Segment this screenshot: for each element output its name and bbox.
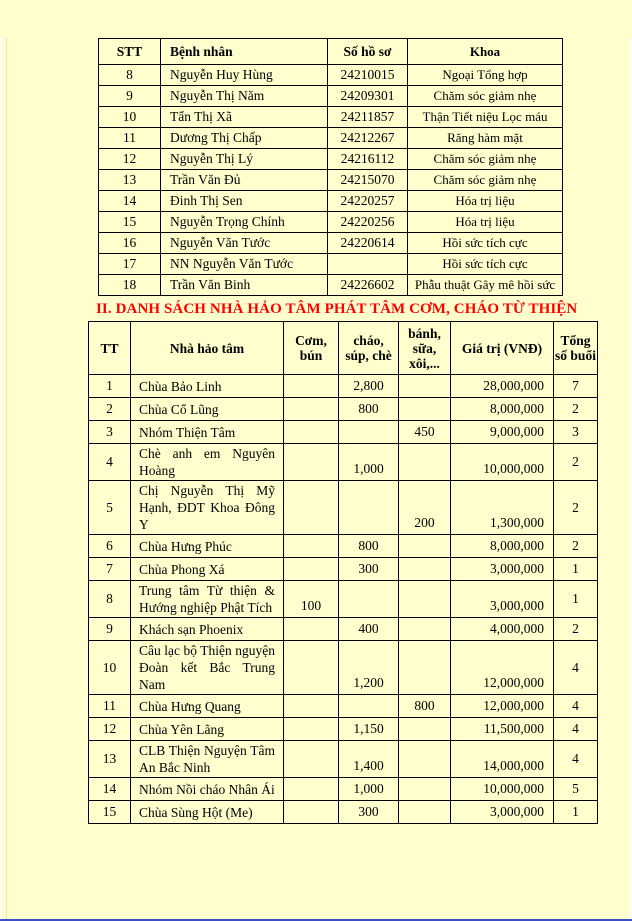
donor-banh-sua-xoi [399,778,451,801]
patient-name: Nguyễn Thị Lý [161,149,328,170]
patient-name: NN Nguyễn Văn Tước [161,254,328,275]
donor-banh-sua-xoi: 200 [399,481,451,535]
patient-department: Thận Tiết niệu Lọc máu [408,107,563,128]
patient-name: Tẩn Thị Xã [161,107,328,128]
donor-com-bun [284,535,339,558]
patient-stt: 9 [99,86,161,107]
col-header-com-bun: Cơm, bún [284,322,339,375]
donor-chao-sup-che [339,421,399,444]
donor-chao-sup-che: 1,400 [339,741,399,778]
donor-chao-sup-che: 1,150 [339,718,399,741]
donor-chao-sup-che: 800 [339,535,399,558]
donor-chao-sup-che [339,695,399,718]
donors-header-row [89,322,598,375]
donor-banh-sua-xoi [399,618,451,641]
col-header-gia-tri: Giá trị (VNĐ) [451,322,554,375]
donor-name: Trung tâm Từ thiện & Hướng nghiệp Phật Tích [131,581,284,618]
donor-banh-sua-xoi [399,444,451,481]
donor-chao-sup-che: 800 [339,398,399,421]
donor-com-bun [284,375,339,398]
donor-tong-so-buoi: 1 [554,558,598,581]
donor-name: Chùa Cổ Lũng [131,398,284,421]
donor-name: Câu lạc bộ Thiện nguyện Đoàn kết Bắc Trung Nam [131,641,284,695]
donor-tt: 9 [89,618,131,641]
donor-banh-sua-xoi [399,375,451,398]
page-left-edge [0,38,2,921]
patient-stt: 15 [99,212,161,233]
donor-name: Nhóm Nồi cháo Nhân Ái [131,778,284,801]
patient-row [99,254,563,275]
donor-banh-sua-xoi [399,581,451,618]
donor-gia-tri: 8,000,000 [451,535,554,558]
donor-name: Chùa Phong Xá [131,558,284,581]
donor-row [89,741,598,778]
donor-name: Chùa Bảo Linh [131,375,284,398]
donor-row [89,801,598,824]
donor-tt: 12 [89,718,131,741]
donor-name: Chùa Hưng Quang [131,695,284,718]
donor-gia-tri: 3,000,000 [451,581,554,618]
donor-tt: 8 [89,581,131,618]
patient-record-number: 24215070 [328,170,408,191]
donor-row [89,618,598,641]
donor-chao-sup-che [339,481,399,535]
patient-record-number: 24211857 [328,107,408,128]
donor-banh-sua-xoi [399,558,451,581]
patient-row [99,149,563,170]
donor-tong-so-buoi: 4 [554,641,598,695]
patient-stt: 11 [99,128,161,149]
donor-com-bun [284,718,339,741]
donor-gia-tri: 4,000,000 [451,618,554,641]
donor-chao-sup-che: 1,000 [339,778,399,801]
col-header-tong-so-buoi: Tổng số buổi [554,322,598,375]
donor-row [89,398,598,421]
donor-tong-so-buoi: 1 [554,581,598,618]
donor-gia-tri: 12,000,000 [451,641,554,695]
donor-tong-so-buoi: 3 [554,421,598,444]
patient-record-number: 24210015 [328,65,408,86]
donor-row [89,718,598,741]
patient-stt: 14 [99,191,161,212]
donor-banh-sua-xoi [399,398,451,421]
donor-tt: 14 [89,778,131,801]
donor-name: Chùa Sùng Hột (Me) [131,801,284,824]
patient-stt: 13 [99,170,161,191]
donor-banh-sua-xoi: 800 [399,695,451,718]
section-title: II. DANH SÁCH NHÀ HẢO TÂM PHÁT TÂM CƠM, CHÁO TỪ THIỆN [96,301,578,317]
donors-table [88,321,598,824]
donor-com-bun [284,778,339,801]
col-header-chao-sup-che: cháo, súp, chè [339,322,399,375]
donor-name: Khách sạn Phoenix [131,618,284,641]
patient-row [99,233,563,254]
col-header-khoa: Khoa [408,39,563,65]
donor-gia-tri: 10,000,000 [451,778,554,801]
donor-com-bun [284,398,339,421]
donor-com-bun [284,481,339,535]
donor-com-bun [284,421,339,444]
patient-stt: 17 [99,254,161,275]
donor-banh-sua-xoi [399,801,451,824]
donor-com-bun [284,801,339,824]
donor-gia-tri: 1,300,000 [451,481,554,535]
donor-chao-sup-che: 300 [339,801,399,824]
patient-department: Hóa trị liệu [408,212,563,233]
patient-row [99,86,563,107]
donor-com-bun [284,618,339,641]
patient-record-number: 24220256 [328,212,408,233]
donor-tong-so-buoi: 7 [554,375,598,398]
donor-tong-so-buoi: 2 [554,618,598,641]
donor-banh-sua-xoi [399,718,451,741]
donor-tt: 15 [89,801,131,824]
patient-row [99,107,563,128]
patient-name: Nguyễn Huy Hùng [161,65,328,86]
patient-record-number: 24220257 [328,191,408,212]
patient-name: Nguyễn Trọng Chính [161,212,328,233]
donor-banh-sua-xoi: 450 [399,421,451,444]
patient-stt: 10 [99,107,161,128]
patient-name: Nguyễn Văn Tước [161,233,328,254]
patient-name: Đinh Thị Sen [161,191,328,212]
donor-tt: 10 [89,641,131,695]
donor-com-bun [284,444,339,481]
patient-name: Nguyễn Thị Năm [161,86,328,107]
col-header-benh-nhan: Bệnh nhân [161,39,328,65]
donor-tong-so-buoi: 2 [554,481,598,535]
donor-tong-so-buoi: 4 [554,695,598,718]
donor-tong-so-buoi: 1 [554,801,598,824]
patient-department: Phẫu thuật Gây mê hồi sức [408,275,563,296]
patient-row [99,170,563,191]
donor-chao-sup-che: 1,200 [339,641,399,695]
patient-record-number: 24226602 [328,275,408,296]
patient-department: Chăm sóc giảm nhẹ [408,149,563,170]
donor-name: Chị Nguyễn Thị Mỹ Hạnh, ĐDT Khoa Đông Y [131,481,284,535]
donor-gia-tri: 12,000,000 [451,695,554,718]
donor-name: Chè anh em Nguyên Hoàng [131,444,284,481]
donor-row [89,375,598,398]
col-header-nha-hao-tam: Nhà hảo tâm [131,322,284,375]
donor-com-bun [284,695,339,718]
donor-row [89,641,598,695]
col-header-so-ho-so: Số hồ sơ [328,39,408,65]
donor-com-bun: 100 [284,581,339,618]
donor-row [89,778,598,801]
patients-header-row [99,39,563,65]
patient-row [99,275,563,296]
patient-department: Hồi sức tích cực [408,233,563,254]
patient-department: Hồi sức tích cực [408,254,563,275]
donor-tt: 7 [89,558,131,581]
donor-tt: 5 [89,481,131,535]
donor-gia-tri: 3,000,000 [451,801,554,824]
donor-banh-sua-xoi [399,535,451,558]
patient-stt: 12 [99,149,161,170]
donor-tong-so-buoi: 4 [554,718,598,741]
donor-row [89,581,598,618]
donor-gia-tri: 11,500,000 [451,718,554,741]
donor-chao-sup-che: 1,000 [339,444,399,481]
patient-name: Trần Văn Binh [161,275,328,296]
donor-tt: 3 [89,421,131,444]
donor-name: CLB Thiện Nguyện Tâm An Bắc Ninh [131,741,284,778]
patient-row [99,128,563,149]
patient-record-number: 24216112 [328,149,408,170]
patient-row [99,65,563,86]
donor-chao-sup-che: 400 [339,618,399,641]
donor-gia-tri: 28,000,000 [451,375,554,398]
patient-stt: 18 [99,275,161,296]
donor-tong-so-buoi: 5 [554,778,598,801]
patient-record-number: 24212267 [328,128,408,149]
donor-chao-sup-che: 300 [339,558,399,581]
donor-row [89,481,598,535]
donor-tt: 13 [89,741,131,778]
donor-tt: 2 [89,398,131,421]
col-header-stt: STT [99,39,161,65]
patient-department: Ngoại Tổng hợp [408,65,563,86]
donor-com-bun [284,741,339,778]
donor-row [89,535,598,558]
donor-tong-so-buoi: 2 [554,444,598,481]
donor-tt: 11 [89,695,131,718]
donor-row [89,558,598,581]
donor-tt: 4 [89,444,131,481]
donor-com-bun [284,558,339,581]
donor-tong-so-buoi: 4 [554,741,598,778]
donor-chao-sup-che: 2,800 [339,375,399,398]
patient-name: Trần Văn Đủ [161,170,328,191]
donor-tong-so-buoi: 2 [554,398,598,421]
donor-gia-tri: 8,000,000 [451,398,554,421]
donor-tong-so-buoi: 2 [554,535,598,558]
patient-row [99,212,563,233]
donor-name: Nhóm Thiện Tâm [131,421,284,444]
donor-chao-sup-che [339,581,399,618]
donor-name: Chùa Yên Lãng [131,718,284,741]
donor-com-bun [284,641,339,695]
patient-department: Chăm sóc giảm nhẹ [408,170,563,191]
donor-row [89,421,598,444]
patient-row [99,191,563,212]
patient-record-number [328,254,408,275]
patient-department: Răng hàm mặt [408,128,563,149]
donor-tt: 1 [89,375,131,398]
donor-tt: 6 [89,535,131,558]
patient-stt: 16 [99,233,161,254]
donor-gia-tri: 9,000,000 [451,421,554,444]
donor-banh-sua-xoi [399,641,451,695]
patient-record-number: 24220614 [328,233,408,254]
donor-gia-tri: 3,000,000 [451,558,554,581]
page-left-rule [6,38,7,921]
patient-department: Hóa trị liệu [408,191,563,212]
col-header-banh-sua-xoi: bánh, sữa, xôi,... [399,322,451,375]
col-header-tt: TT [89,322,131,375]
donor-row [89,444,598,481]
patient-department: Chăm sóc giảm nhẹ [408,86,563,107]
donor-banh-sua-xoi [399,741,451,778]
donor-name: Chùa Hưng Phúc [131,535,284,558]
donor-gia-tri: 10,000,000 [451,444,554,481]
patient-stt: 8 [99,65,161,86]
donor-row [89,695,598,718]
patient-name: Dương Thị Chấp [161,128,328,149]
patient-record-number: 24209301 [328,86,408,107]
donor-gia-tri: 14,000,000 [451,741,554,778]
patients-table [98,38,563,296]
